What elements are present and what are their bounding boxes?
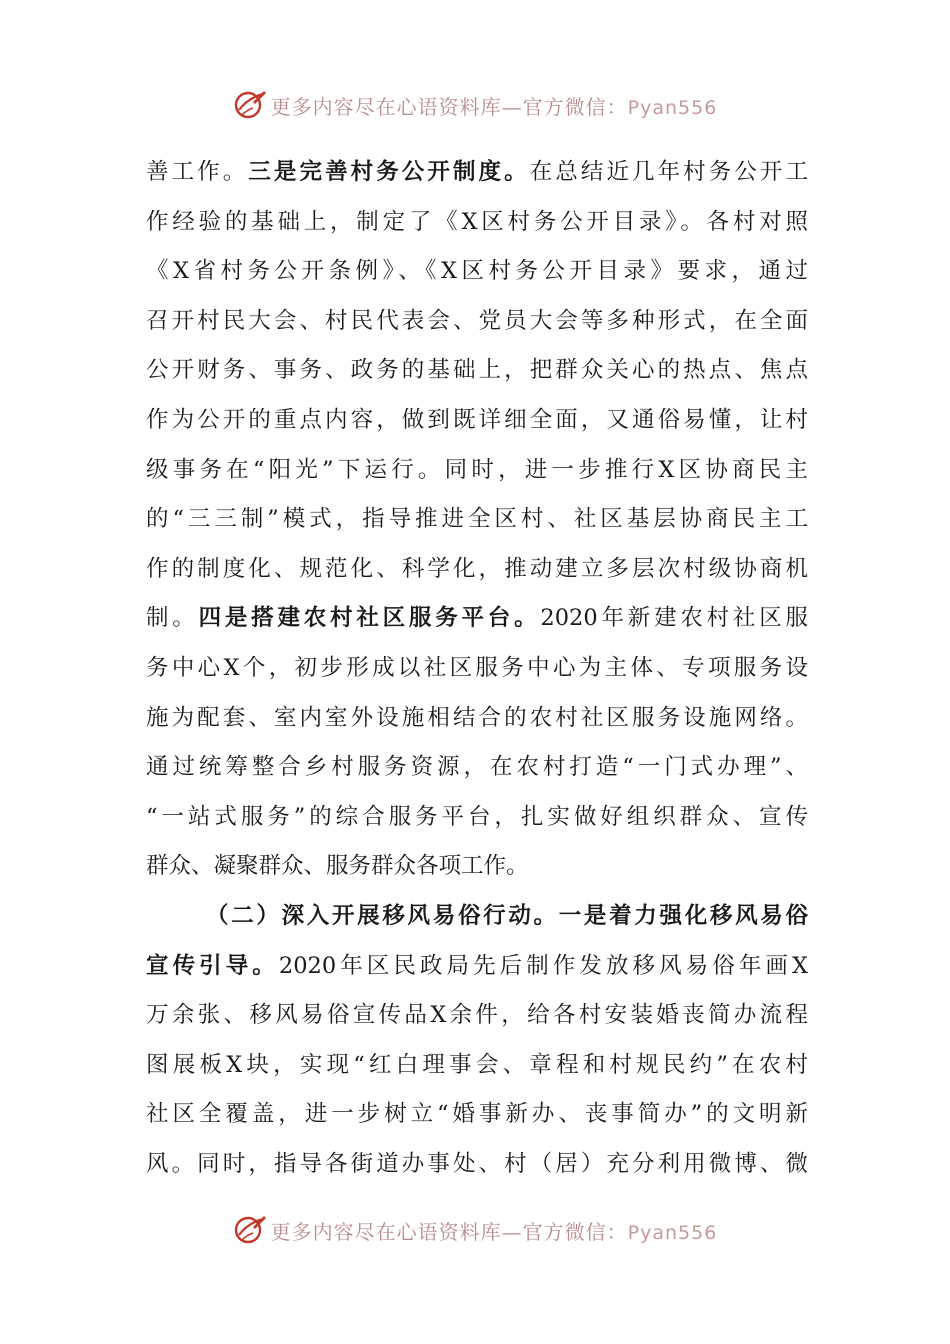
paragraph-line: “一站式服务”的综合服务平台，扎实做好组织群众、宣传 xyxy=(146,803,808,830)
paragraph-line: 作经验的基础上，制定了《X区村务公开目录》。各村对照 xyxy=(146,208,808,235)
paragraph-line: 制。四是搭建农村社区服务平台。2020年新建农村社区服 xyxy=(146,605,808,632)
paragraph-line: 作为公开的重点内容，做到既详细全面，又通俗易懂，让村 xyxy=(146,406,808,433)
paragraph-line: 《X省村务公开条例》、《X区村务公开目录》要求，通过 xyxy=(146,258,808,285)
pen-logo-icon xyxy=(233,1213,267,1247)
paragraph-line: 施为配套、室内室外设施相结合的农村社区服务设施网络。 xyxy=(146,704,808,731)
paragraph-line: 务中心X个，初步形成以社区服务中心为主体、专项服务设 xyxy=(146,654,808,681)
paragraph-line: 级事务在“阳光”下运行。同时，进一步推行X区协商民主 xyxy=(146,456,808,483)
paragraph-line: 善工作。三是完善村务公开制度。在总结近几年村务公开工 xyxy=(146,159,808,185)
paragraph-line: 万余张、移风易俗宣传品X余件，给各村安装婚丧简办流程 xyxy=(146,1002,808,1029)
paragraph-line: 群众、凝聚群众、服务群众各项工作。 xyxy=(146,853,529,880)
paragraph-line: 作的制度化、规范化、科学化，推动建立多层次村级协商机 xyxy=(146,555,808,582)
wechat-id: Pyan556 xyxy=(627,96,718,119)
paragraph-line: 公开财务、事务、政务的基础上，把群众关心的热点、焦点 xyxy=(146,357,808,384)
footer-banner xyxy=(0,1210,950,1250)
section-heading: （二）深入开展移风易俗行动。一是着力强化移风易俗 xyxy=(206,902,808,929)
document-body xyxy=(146,148,808,1189)
paragraph-line: 通过统筹整合乡村服务资源，在农村打造“一门式办理”、 xyxy=(146,754,808,781)
paragraph-line: 图展板X块，实现“红白理事会、章程和村规民约”在农村 xyxy=(146,1051,808,1078)
banner-text: 更多内容尽在心语资料库—官方微信：Pyan556 xyxy=(270,94,718,119)
paragraph-line: 风。同时，指导各街道办事处、村（居）充分利用微博、微 xyxy=(146,1150,808,1177)
banner-text: 更多内容尽在心语资料库—官方微信：Pyan556 xyxy=(270,1219,718,1244)
paragraph-line: 社区全覆盖，进一步树立“婚事新办、丧事简办”的文明新 xyxy=(146,1101,808,1128)
wechat-id: Pyan556 xyxy=(627,1221,718,1244)
pen-logo-icon xyxy=(233,88,267,122)
paragraph-line: 的“三三制”模式，指导推进全区村、社区基层协商民主工 xyxy=(146,506,808,533)
header-banner xyxy=(0,85,950,125)
paragraph-line: 宣传引导。2020年区民政局先后制作发放移风易俗年画X xyxy=(146,952,808,979)
paragraph-line: 召开村民大会、村民代表会、党员大会等多种形式，在全面 xyxy=(146,307,808,334)
